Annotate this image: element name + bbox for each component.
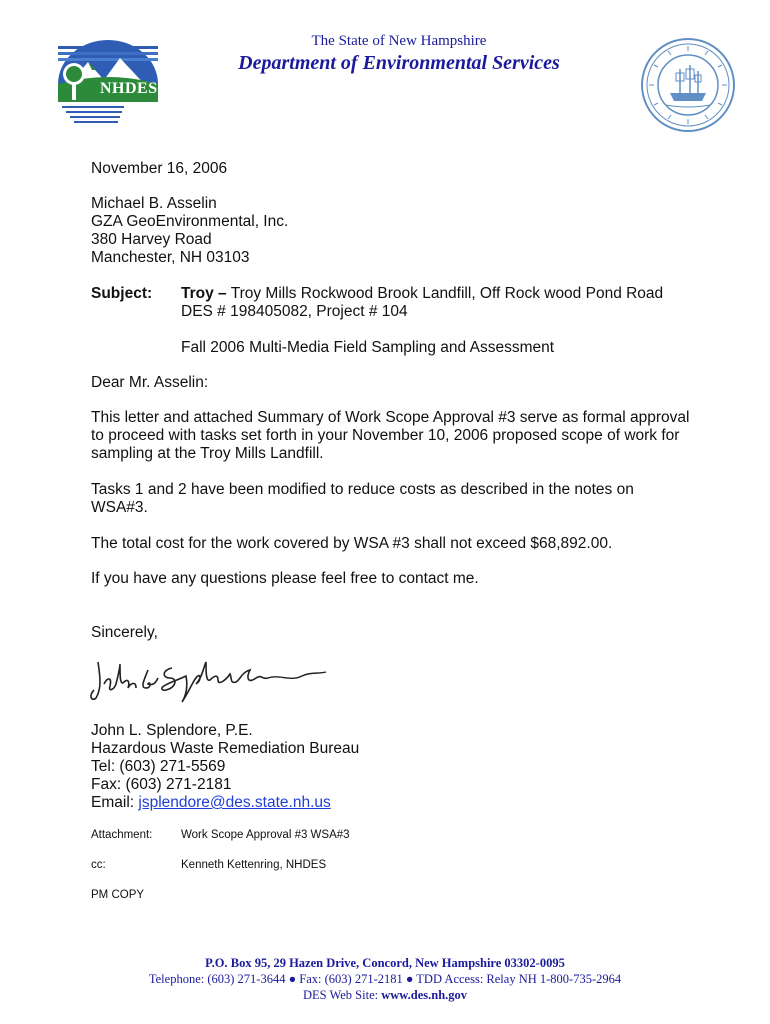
paragraph-3: The total cost for the work covered by WSA #3 shall not exceed $68,892.00. — [91, 535, 613, 552]
department-title: Department of Environmental Services — [238, 52, 560, 74]
recipient-block — [91, 195, 288, 267]
pm-copy: PM COPY — [91, 889, 145, 901]
subject-town: Troy – — [181, 285, 227, 302]
attachment-label: Attachment: — [91, 829, 153, 841]
website-label: DES Web Site: — [302, 988, 382, 1002]
paragraph-2 — [91, 481, 634, 517]
signer-fax: Fax: (603) 271-2181 — [91, 776, 232, 793]
subject-block — [181, 285, 663, 321]
handwritten-signature — [90, 656, 330, 704]
recipient-name: Michael B. Asselin — [91, 195, 217, 212]
attachment-value: Work Scope Approval #3 WSA#3 — [181, 829, 350, 841]
email-link[interactable]: jsplendore@des.state.nh.us — [138, 794, 331, 811]
email-label: Email: — [91, 794, 139, 811]
website-link[interactable]: www.des.nh.gov — [381, 988, 468, 1002]
footer-website — [0, 988, 770, 1003]
recipient-city: Manchester, NH 03103 — [91, 249, 250, 266]
subject-line-3: Fall 2006 Multi-Media Field Sampling and Assessment — [181, 339, 555, 356]
signer-name: John L. Splendore, P.E. — [91, 722, 253, 739]
paragraph-1-line: sampling at the Troy Mills Landfill. — [91, 445, 324, 462]
letter-date: November 16, 2006 — [91, 160, 228, 177]
cc-label: cc: — [91, 859, 106, 871]
salutation: Dear Mr. Asselin: — [91, 374, 209, 391]
signer-bureau: Hazardous Waste Remediation Bureau — [91, 740, 360, 757]
footer-contacts: Telephone: (603) 271-3644 ● Fax: (603) 271-2181 ● TDD Access: Relay NH 1-800-735-2964 — [148, 972, 622, 986]
paragraph-2-line: Tasks 1 and 2 have been modified to reduce costs as described in the notes on — [91, 481, 634, 498]
state-seal — [640, 37, 736, 133]
recipient-street: 380 Harvey Road — [91, 231, 212, 248]
paragraph-1-line: to proceed with tasks set forth in your November 10, 2006 proposed scope of work for — [91, 427, 680, 444]
paragraph-4: If you have any questions please feel free to contact me. — [91, 570, 479, 587]
paragraph-2-line: WSA#3. — [91, 499, 148, 516]
subject-line-2: DES # 198405082, Project # 104 — [181, 303, 408, 320]
signature-block — [91, 722, 359, 812]
logo-text: NHDES — [100, 80, 158, 97]
subject-label: Subject: — [91, 285, 153, 302]
signer-email-line — [91, 794, 359, 812]
subject-line-1-rest: Troy Mills Rockwood Brook Landfill, Off Rock wood Pond Road — [226, 285, 664, 302]
paragraph-1-line: This letter and attached Summary of Work Scope Approval #3 serve as formal approval — [91, 409, 690, 426]
recipient-company: GZA GeoEnvironmental, Inc. — [91, 213, 289, 230]
subject-line-1 — [181, 285, 663, 303]
paragraph-1 — [91, 409, 689, 463]
state-line: The State of New Hampshire — [311, 33, 487, 49]
closing: Sincerely, — [91, 624, 158, 641]
signer-tel: Tel: (603) 271-5569 — [91, 758, 226, 775]
cc-value: Kenneth Kettenring, NHDES — [181, 859, 327, 871]
footer-address: P.O. Box 95, 29 Hazen Drive, Concord, New Hampshire 03302-0095 — [205, 956, 565, 970]
